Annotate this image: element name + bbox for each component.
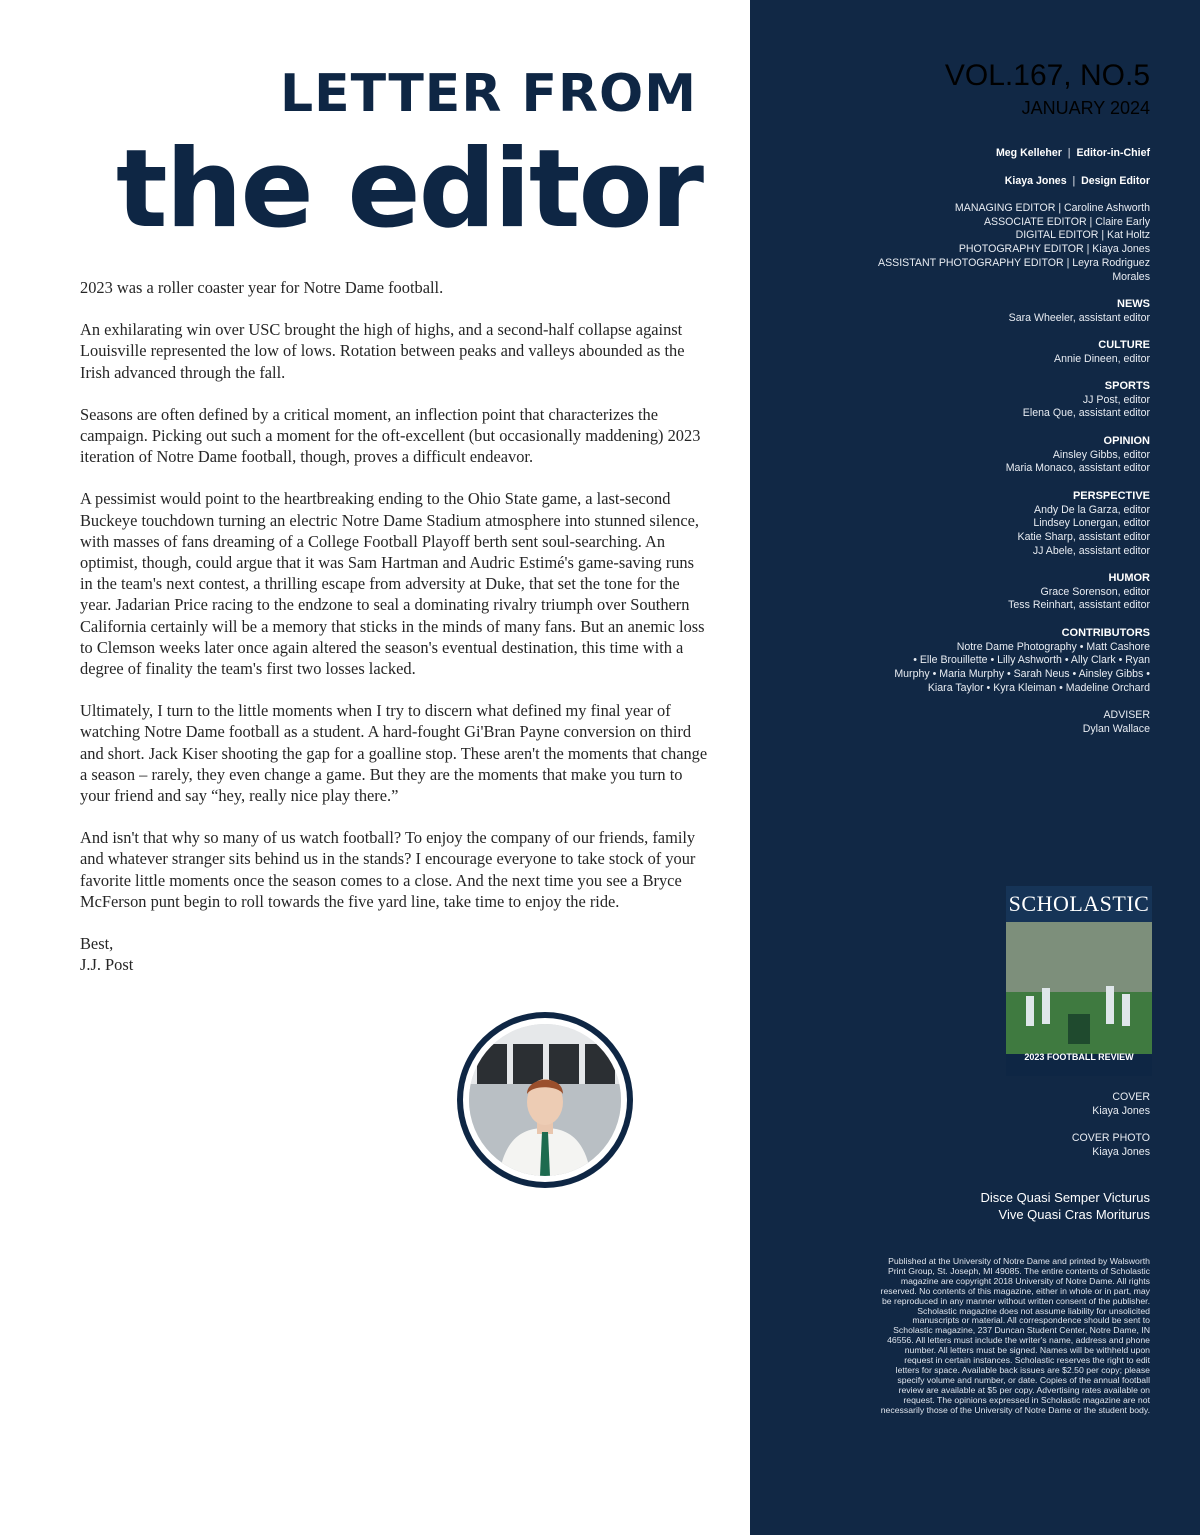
letter-paragraph: Seasons are often defined by a critical moment, an inflection point that characterizes the campaign. Picking out such a moment for the oft-excellent (but occasionally maddening) 2023 iteration of Notre Dame football, though, proves a difficult endeavor. <box>80 404 701 467</box>
motto <box>980 1189 1150 1223</box>
section-heading: OPINION <box>1103 435 1150 447</box>
letter-paragraph: A pessimist would point to the heartbreaking ending to the Ohio State game, a last-second Buckeye touchdown turning an electric Notre Dame Stadium atmosphere into stunned silence, with masses of fans dreaming of a College Football Playoff berth sent soul-searching. An optimist, though, could argue that it was Sam Hartman and Audric Estimé's game-saving runs in the team's next contest, a thrilling escape from adversity at Duke, that set the tone for the year. Jadarian Price racing to the endzone to seal a dominating rivalry triumph over Southern California certainly will be a memory that sticks in the minds of many fans. But an anemic loss to Clemson weeks later once again altered the season's eventual destination, this time with a degree of finality the team's first two losses lacked. <box>80 489 705 679</box>
design-name: Kiaya Jones <box>1004 175 1067 187</box>
divider: | <box>1061 147 1077 159</box>
chief-role: Editor-in-Chief <box>1076 147 1150 159</box>
cover-subtitle: 2023 FOOTBALL REVIEW <box>1024 1052 1134 1062</box>
cover-thumbnail <box>1006 886 1152 1076</box>
editor-line: DIGITAL EDITOR | Kat Holtz <box>1015 229 1150 242</box>
section-perspective <box>1018 490 1151 559</box>
editor-in-chief <box>996 147 1150 161</box>
publication-notice: Published at the University of Notre Dame and printed by Walsworth Print Group, St. Joseph, MI 49085. The entire contents of Scholastic magazine are copyright 2018 University of Notre Dame. All rights reserved. No contents of this magazine, either in whole or in part, may be reproduced in any manner without written consent of the publisher. Scholastic magazine does not assume liability for unsolicited manuscripts or material. All correspondence should be sent to Scholastic magazine, 237 Duncan Student Center, Notre Dame, IN 46556. All letters must include the writer's name, address and phone number. All letters must be signed. Names will be withheld upon request in certain instances. Scholastic reserves the right to edit letters for space. Available back issues are $2.50 per copy; please specify volume and number, or date. Copies of the annual football review are available at $5 per copy. Advertising rates available on request. The opinions expressed in Scholastic magazine are not necessarily those of the University of Notre Dame or the student body. <box>880 1256 1150 1415</box>
staff-line: Notre Dame Photography • Matt Cashore <box>956 640 1150 653</box>
motto-line: Vive Quasi Cras Moriturus <box>998 1207 1150 1222</box>
cover-photo-credit <box>1072 1132 1150 1159</box>
cover-photo-name: Kiaya Jones <box>1092 1145 1150 1158</box>
staff-line: Grace Sorenson, editor <box>1040 585 1150 598</box>
letter-paragraph: Ultimately, I turn to the little moments when I try to discern what defined my final year of watching Notre Dame football as a student. A hard-fought Gi'Bran Payne conversion on third and short. Jack Kiser shooting the gap for a goalline stop. These aren't the moments that change a season – rarely, they even change a game. But they are the moments that make you turn to your friend and say “hey, really nice play there.” <box>80 701 708 806</box>
staff-line: • Elle Brouillette • Lilly Ashworth • Ally Clark • Ryan <box>913 654 1150 667</box>
staff-line: Ainsley Gibbs, editor <box>1052 448 1150 461</box>
author-photo-illustration <box>469 1024 621 1176</box>
author-photo <box>469 1024 621 1176</box>
cover-credit <box>1092 1091 1150 1118</box>
section-culture <box>1054 339 1150 366</box>
staff-line: Sara Wheeler, assistant editor <box>1008 311 1150 324</box>
staff-line: Andy De la Garza, editor <box>1034 503 1150 516</box>
editor-line: Morales <box>1112 270 1150 283</box>
staff-line: Maria Monaco, assistant editor <box>1005 462 1150 475</box>
design-role: Design Editor <box>1081 175 1150 187</box>
section-heading: PERSPECTIVE <box>1072 490 1150 502</box>
motto-line: Disce Quasi Semper Victurus <box>980 1190 1150 1205</box>
staff-line: Kiara Taylor • Kyra Kleiman • Madeline Orchard <box>927 681 1150 694</box>
cover-credit-label: COVER <box>1112 1091 1150 1103</box>
letter-body <box>80 277 710 975</box>
letter-paragraph: 2023 was a roller coaster year for Notre Dame football. <box>80 278 444 297</box>
chief-name: Meg Kelleher <box>995 147 1062 159</box>
section-heading: CULTURE <box>1098 339 1150 351</box>
adviser-name: Dylan Wallace <box>1082 722 1150 735</box>
staff-line: JJ Abele, assistant editor <box>1032 544 1150 557</box>
letter-closing: Best, <box>80 934 114 954</box>
section-sports <box>1023 380 1150 421</box>
issue-date: JANUARY 2024 <box>1021 98 1150 118</box>
staff-line: Katie Sharp, assistant editor <box>1017 531 1150 544</box>
section-opinion <box>1006 435 1150 476</box>
cover-photo-label: COVER PHOTO <box>1071 1132 1150 1144</box>
cover-masthead-title: SCHOLASTIC <box>1008 891 1150 916</box>
letter-paragraph: And isn't that why so many of us watch football? To enjoy the company of our friends, family and whatever stranger sits behind us in the stands? I encourage everyone to take stock of your favorite little moments once the season comes to a close. And the next time you see a Bryce McFerson punt begin to roll towards the five yard line, take time to enjoy the ride. <box>80 828 696 911</box>
author-portrait <box>457 1012 633 1188</box>
staff-line: Lindsey Lonergan, editor <box>1033 517 1150 530</box>
editors-list <box>878 202 1150 284</box>
section-heading: CONTRIBUTORS <box>1061 627 1150 639</box>
letter-signature: J.J. Post <box>80 955 134 975</box>
section-contributors <box>894 627 1150 696</box>
design-editor <box>1005 175 1150 189</box>
page-kicker: LETTER FROM <box>280 64 697 124</box>
adviser-label: ADVISER <box>1103 709 1150 721</box>
section-heading: HUMOR <box>1108 572 1150 584</box>
divider: | <box>1066 175 1082 187</box>
section-heading: NEWS <box>1117 298 1150 310</box>
section-humor <box>1008 572 1150 613</box>
section-heading: SPORTS <box>1104 380 1150 392</box>
section-news <box>1009 298 1150 325</box>
letter-paragraph: An exhilarating win over USC brought the high of highs, and a second-half collapse against Louisville represented the low of lows. Rotation between peaks and valleys abounded as the Irish advanced through the fall. <box>80 320 685 382</box>
page-title: the editor <box>115 127 702 252</box>
adviser <box>1083 709 1150 736</box>
volume-number: VOL.167, NO.5 <box>944 59 1150 92</box>
staff-line: Murphy • Maria Murphy • Sarah Neus • Ainsley Gibbs • <box>894 668 1150 681</box>
cover-credit-name: Kiaya Jones <box>1092 1104 1150 1117</box>
staff-line: Tess Reinhart, assistant editor <box>1008 599 1150 612</box>
editor-line: ASSOCIATE EDITOR | Claire Early <box>983 215 1150 228</box>
staff-line: Annie Dineen, editor <box>1054 352 1150 365</box>
editor-line: PHOTOGRAPHY EDITOR | Kiaya Jones <box>958 243 1150 256</box>
editor-line: MANAGING EDITOR | Caroline Ashworth <box>954 202 1150 214</box>
staff-line: Elena Que, assistant editor <box>1022 407 1150 420</box>
editor-line: ASSISTANT PHOTOGRAPHY EDITOR | Leyra Rodriguez <box>878 256 1150 269</box>
staff-line: JJ Post, editor <box>1082 393 1150 406</box>
